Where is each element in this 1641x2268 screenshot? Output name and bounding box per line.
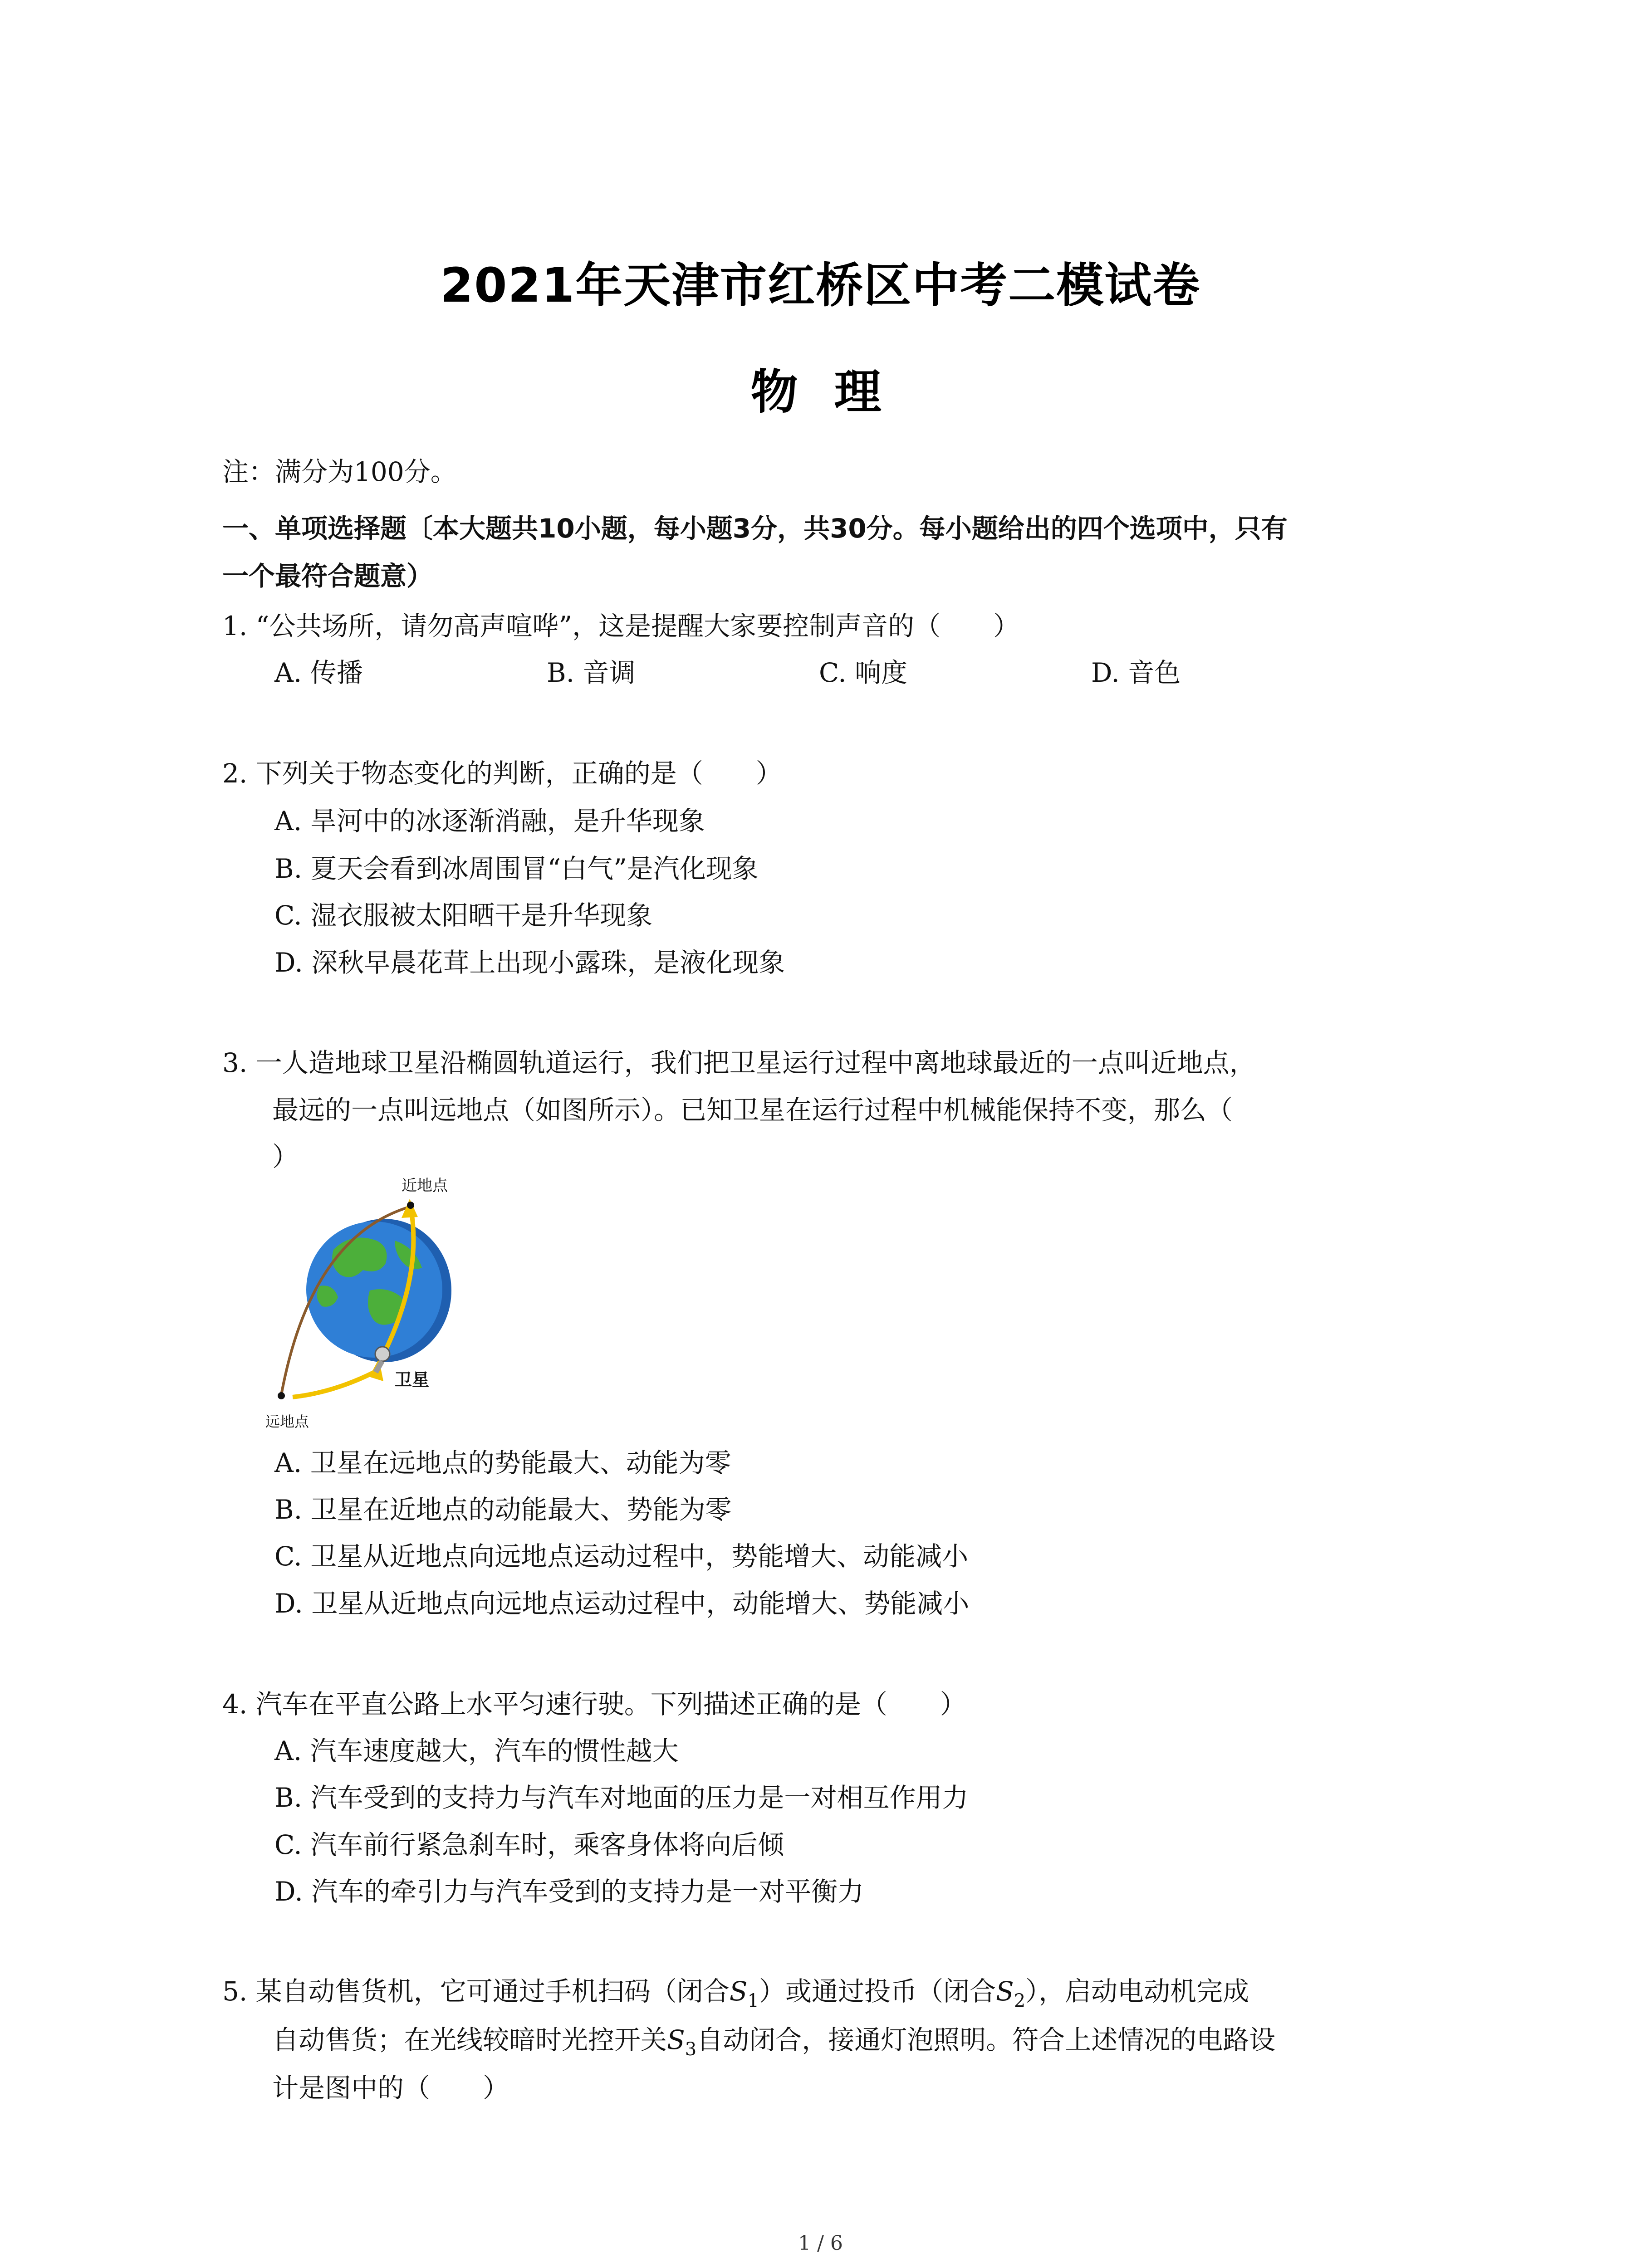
section-heading-line2: 一个最符合题意） (222, 561, 433, 591)
satellite-orbit-figure (265, 1173, 501, 1440)
satellite-icon (375, 1347, 390, 1361)
question-3-stem-line2: 最远的一点叫远地点（如图所示）。已知卫星在运行过程中机械能保持不变，那么（ (272, 1095, 1233, 1125)
page-title: 2021年天津市红桥区中考二模试卷 (440, 258, 1201, 313)
q5-text-part: 自动闭合，接通灯泡照明。符合上述情况的电路设 (696, 2024, 1276, 2055)
switch-s3-symbol: S (667, 2024, 685, 2055)
question-5-stem-line1 (222, 1975, 1249, 2017)
q5-text-part: 5. 某自动售货机，它可通过手机扫码（闭合 (222, 1976, 730, 2007)
question-1-stem: 1. “公共场所，请勿高声喧哗”，这是提醒大家要控制声音的（ ） (222, 611, 1020, 641)
orbit-arrow-lower (293, 1372, 374, 1397)
question-3-stem-line1: 3. 一人造地球卫星沿椭圆轨道运行，我们把卫星运行过程中离地球最近的一点叫近地点， (222, 1047, 1256, 1078)
q2-option-d: D. 深秋早晨花茸上出现小露珠，是液化现象 (274, 947, 785, 978)
q4-option-d: D. 汽车的牵引力与汽车受到的支持力是一对平衡力 (274, 1876, 864, 1907)
page-number: 1 / 6 (798, 2232, 843, 2255)
q1-option-a: A. 传播 (274, 657, 363, 688)
q3-option-c: C. 卫星从近地点向远地点运动过程中，势能增大、动能减小 (274, 1541, 969, 1572)
q2-option-c: C. 湿衣服被太阳晒干是升华现象 (274, 900, 653, 931)
score-note: 注：满分为100分。 (222, 456, 457, 487)
subject-title: 物理 (750, 364, 918, 420)
q1-option-c: C. 响度 (819, 657, 908, 688)
apogee-label: 远地点 (265, 1413, 309, 1430)
q4-option-a: A. 汽车速度越大，汽车的惯性越大 (274, 1735, 679, 1766)
q2-option-a: A. 旱河中的冰逐渐消融，是升华现象 (274, 806, 705, 836)
question-3-stem-line3: ） (272, 1141, 299, 1172)
satellite-label: 卫星 (395, 1371, 430, 1390)
question-5-stem-line3: 计是图中的（ ） (272, 2072, 509, 2103)
q4-option-b: B. 汽车受到的支持力与汽车对地面的压力是一对相互作用力 (274, 1782, 969, 1813)
switch-s1-subscript: 1 (747, 1990, 759, 2011)
q5-text-part: 自动售货；在光线较暗时光控开关 (272, 2024, 667, 2055)
switch-s1-symbol: S (729, 1976, 748, 2007)
q5-text-part: ）或通过投币（闭合 (759, 1976, 996, 2007)
question-4-stem: 4. 汽车在平直公路上水平匀速行驶。下列描述正确的是（ ） (222, 1689, 966, 1720)
q5-text-part: ），启动电动机完成 (1025, 1976, 1249, 2007)
section-heading-line1: 一、单项选择题〔本大题共10小题，每小题3分，共30分。每小题给出的四个选项中，只有 (222, 513, 1288, 544)
perigee-label: 近地点 (402, 1177, 448, 1194)
switch-s2-subscript: 2 (1014, 1990, 1026, 2011)
question-5-stem-line2 (272, 2024, 1275, 2065)
q3-option-d: D. 卫星从近地点向远地点运动过程中，动能增大、势能减小 (274, 1588, 970, 1619)
q3-option-a: A. 卫星在远地点的势能最大、动能为零 (274, 1447, 731, 1478)
q3-option-b: B. 卫星在近地点的动能最大、势能为零 (274, 1494, 732, 1525)
switch-s3-subscript: 3 (685, 2039, 697, 2060)
q2-option-b: B. 夏天会看到冰周围冒“白气”是汽化现象 (274, 853, 759, 884)
q4-option-c: C. 汽车前行紧急刹车时，乘客身体将向后倾 (274, 1829, 784, 1860)
switch-s2-symbol: S (995, 1976, 1014, 2007)
question-2-stem: 2. 下列关于物态变化的判断，正确的是（ ） (222, 758, 782, 789)
apogee-dot (278, 1392, 285, 1399)
q1-option-d: D. 音色 (1091, 657, 1181, 688)
q1-option-b: B. 音调 (547, 657, 636, 688)
perigee-dot (407, 1202, 414, 1209)
